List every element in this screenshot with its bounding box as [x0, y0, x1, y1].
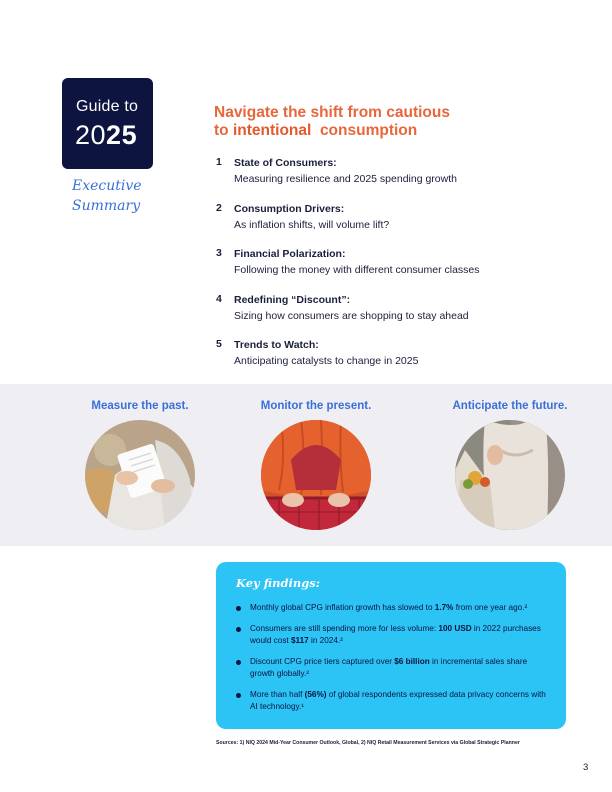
headline-line1: Navigate the shift from cautious — [214, 104, 450, 121]
pillar-measure — [60, 400, 220, 530]
topic-number: 2 — [216, 201, 222, 214]
topic-number: 5 — [216, 338, 222, 350]
pillar-title: Measure the past. — [91, 400, 189, 412]
headline-line2 — [214, 122, 574, 140]
topic-item — [216, 202, 586, 248]
pillar-anticipate — [430, 400, 590, 530]
guide-badge-year — [75, 120, 137, 151]
topic-number: 1 — [216, 156, 222, 168]
headline-to: to — [214, 122, 229, 139]
finding-highlight: $6 billion — [394, 656, 430, 666]
topic-number: 4 — [216, 292, 222, 305]
topic-title: Consumption Drivers: — [234, 202, 345, 215]
topic-description: As inflation shifts, will volume lift? — [234, 218, 390, 231]
topic-number: 3 — [216, 247, 222, 259]
pillar-title: Anticipate the future. — [452, 400, 568, 412]
tote-bag-photo-illustration — [455, 420, 565, 530]
pillar-monitor — [236, 400, 396, 530]
finding-text: of global respondents expressed data privacy concerns with AI technology.¹ — [250, 689, 546, 711]
topic-item — [216, 247, 586, 293]
headline-rest: consumption — [319, 122, 418, 139]
executive-summary-label — [72, 176, 162, 216]
page-number: 3 — [583, 762, 589, 773]
finding-highlight: 1.7% — [434, 603, 454, 612]
finding-text: Discount CPG price tiers captured over — [250, 656, 395, 666]
topic-item — [216, 156, 586, 202]
finding-text: More than half — [250, 689, 305, 699]
finding-item — [236, 656, 548, 681]
receipt-photo — [85, 420, 195, 530]
sources-footnote: Sources: 1) NIQ 2024 Mid-Year Consumer Outlook, Global, 2) NIQ Retail Measurement Services via Global Strategic Planner — [216, 740, 520, 746]
finding-item — [236, 623, 548, 648]
pillar-title: Monitor the present. — [260, 400, 372, 412]
year-light: 20 — [75, 120, 107, 150]
topic-title: Trends to Watch: — [234, 339, 319, 351]
finding-text: from one year ago.² — [453, 603, 528, 612]
guide-badge-label: Guide to — [76, 98, 139, 115]
tote-bag-photo — [455, 420, 565, 530]
finding-text: in 2024.² — [308, 636, 343, 645]
page-headline — [214, 104, 574, 140]
finding-highlight: (56%) — [304, 689, 327, 699]
finding-text: in 2022 purchases would cost — [250, 623, 541, 645]
finding-item — [236, 689, 548, 714]
topic-description: Measuring resilience and 2025 spending growth — [234, 173, 457, 185]
exec-summary-line1: Executive — [72, 178, 142, 194]
topic-description: Following the money with different consumer classes — [234, 264, 480, 276]
receipt-photo-illustration — [85, 420, 195, 530]
headline-emphasis: intentional — [232, 122, 312, 139]
topic-title: Financial Polarization: — [234, 248, 346, 260]
year-bold: 25 — [106, 120, 138, 150]
key-findings-box — [216, 562, 566, 729]
finding-text: in incremental sales share growth globally.² — [250, 656, 528, 678]
guide-badge — [62, 78, 153, 169]
topic-item — [216, 293, 586, 339]
topics-list — [216, 156, 586, 384]
finding-item — [236, 602, 548, 615]
topic-title: Redefining “Discount”: — [234, 293, 351, 306]
exec-summary-line2: Summary — [72, 198, 141, 214]
finding-highlight: $117 — [290, 636, 309, 645]
finding-highlight: 100 USD — [438, 623, 472, 633]
topic-description: Sizing how consumers are shopping to stay ahead — [234, 309, 469, 322]
shopping-cart-photo-illustration — [261, 420, 371, 530]
topic-item — [216, 338, 586, 384]
topic-title: State of Consumers: — [234, 157, 337, 169]
pillars-band — [0, 384, 612, 546]
finding-text: Consumers are still spending more for less volume: — [250, 623, 439, 633]
shopping-cart-photo — [261, 420, 371, 530]
finding-text: Monthly global CPG inflation growth has slowed to — [250, 603, 435, 612]
topic-description: Anticipating catalysts to change in 2025 — [234, 355, 419, 367]
key-findings-title: Key findings: — [236, 576, 320, 590]
